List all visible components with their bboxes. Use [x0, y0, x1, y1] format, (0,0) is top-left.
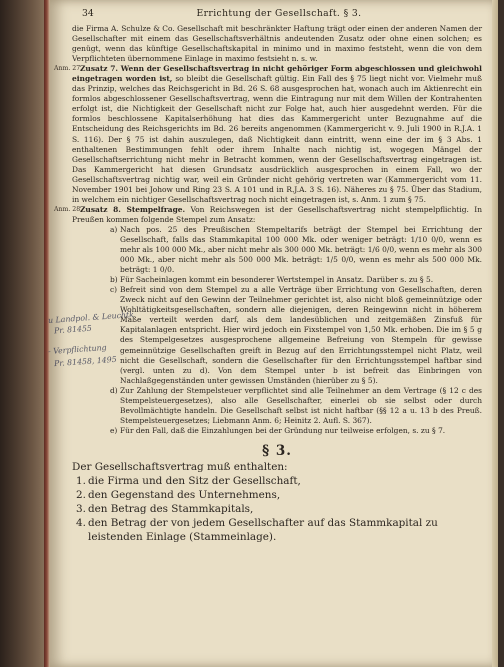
zusatz-heading: Zusatz 8. Stempelfrage. [80, 204, 186, 214]
list-text: Befreit sind von dem Stempel zu a alle Verträge über Errichtung von Gesellschaften, deren Zweck nicht auf den Gewinn der Teilnehmer gerichtet ist, also nicht bloß gemeinnützige oder Wohltätigkeitsgesellschaften, sondern alle diejenigen, deren Reingewinn nicht in höherem Maße verteilt werden darf, als dem landesüblichen und zeitgemäßen Zinsfuß für Kapitalanlagen entspricht. Hier wird jedoch ein Fixstempel von 1,50 Mk. erhoben. Die im § 5 g des Stempelgesetzes ausgesprochene allgemeine Befreiung von Stempeln für gewisse gemeinnützige Gesellschaften greift in Bezug auf den Errichtungsstempel nicht Platz, weil nicht die Gesellschaft, sondern die Gesellschafter für den Errichtungsstempel haftbar sind (vergl. unten zu d). Von dem Stempel unter b ist befreit das Einbringen von Nachlaßgegenständen unter gewissen Umständen (hierüber zu § 5). [120, 285, 482, 385]
list-text: die Firma und den Sitz der Gesellschaft, [88, 474, 301, 487]
list-item [72, 386, 482, 426]
list-label: c) [110, 285, 118, 295]
book-page [47, 0, 498, 667]
page-number: 34 [82, 8, 94, 19]
list-item [72, 426, 482, 436]
handwritten-note: Pr. 81455 [53, 323, 93, 336]
list-item [72, 474, 482, 488]
section-intro: Der Gesellschaftsvertrag muß enthalten: [72, 460, 288, 473]
list-item [72, 502, 482, 516]
paragraph-text: Von Reichswegen ist der Gesellschaftsvertrag nicht stempelpflichtig. In Preußen kommen folgende Stempel zum Ansatz: [72, 204, 482, 224]
paragraph-text: die Firma A. Schulze & Co. Gesellschaft mit beschränkter Haftung trägt oder einen der anderen Namen der Gesellschafter mit einem das Gesellschaftsverhältnis andeutenden Zusatz oder ohne einen solchen; es genügt, wenn das künftige Gesellschaftskapital in minimo und in maximo feststeht, wenn die von dem Verpflichteten übernommene Einlage in maximo festsieht n. s. w. [72, 24, 482, 64]
handwritten-note: Pr. 81458, 1495 [53, 354, 117, 369]
section-requirements-list [72, 474, 482, 544]
list-text: den Betrag des Stammkapitals, [88, 502, 254, 515]
list-item [72, 516, 482, 544]
list-label: d) [110, 385, 118, 395]
paragraph-zusatz-7 [54, 64, 482, 205]
zusatz-heading: Zusatz 7. Wenn der Gesellschaftsvertrag in nicht gehöriger Form abgeschlossen und gleichwohl eingetragen worden ist, [72, 64, 482, 84]
page-body [54, 24, 482, 544]
handwritten-note: u Landpol. & Leuchtk [47, 310, 135, 325]
running-header [78, 8, 480, 20]
list-label: a) [110, 224, 118, 234]
running-title: Errichtung der Gesellschaft. § 3. [196, 8, 362, 19]
list-label: b) [110, 275, 118, 285]
paragraph-intro [72, 24, 482, 64]
handwritten-note: - Verpflichtung [47, 342, 107, 357]
list-text: Für den Fall, daß die Einzahlungen bei der Gründung nur teilweise erfolgen, s. zu § 7. [120, 425, 446, 435]
list-text: Für Sacheinlagen kommt ein besonderer Wertstempel in Ansatz. Darüber s. zu § 5. [120, 275, 434, 285]
list-number: 4. [76, 516, 86, 529]
paragraph-zusatz-8 [54, 204, 482, 225]
book-binding [0, 0, 46, 667]
margin-reference: Anm. 27. [54, 65, 83, 73]
stamp-list [72, 225, 482, 436]
list-item [72, 225, 482, 275]
list-item [72, 275, 482, 285]
list-label: e) [110, 425, 118, 435]
list-number: 3. [76, 502, 86, 515]
list-text: den Gegenstand des Unternehmens, [88, 488, 281, 501]
list-item [72, 285, 482, 385]
list-item [72, 488, 482, 502]
list-text: Zur Zahlung der Stempelsteuer verpflichtet sind alle Teilnehmer an dem Vertrage (§ 12 c des Stempelsteuergesetzes), also alle Gesellschafter, einerlei ob sie selbst oder durch Bevollmächtigte handeln. Die Gesellschaft selbst ist nicht haftbar (§§ 12 a u. 13 b des Preuß. Stempelsteuergesetzes; Liebmann Anm. 6; Heinitz 2. Aufl. S. 367). [120, 385, 482, 425]
list-number: 1. [76, 474, 86, 487]
list-number: 2. [76, 488, 86, 501]
section-heading: § 3. [262, 442, 292, 459]
list-text: den Betrag der von jedem Gesellschafter auf das Stammkapital zu leistenden Einlage (Stammeinlage). [88, 516, 438, 543]
paragraph-text: so bleibt die Gesellschaft gültig. Ein Fall des § 75 liegt nicht vor. Vielmehr muß das Prinzip, welches das Reichsgericht in Bd. 26 S. 68 ausgesprochen hat, wonach auch im Aktienrecht ein formlos abgeschlossener Gesellschaftsvertrag, wenn die Eintragung nur mit dem Willen der Kontrahenten erfolgt ist, die Nichtigkeit der Gesellschaft nicht zur Folge hat, auch hier ausgedehnt werden. Für die formlos beschlossene Kapitalserhöhung hat dies das Kammergericht unter Bezugnahme auf die Entscheidung des Reichsgerichts im Bd. 26 bereits angenommen (Kammergericht v. 9. Juli 1900 in R.J.A. 1 S. 116). Der § 75 ist dahin auszulegen, daß Nichtigkeit dann eintritt, wenn eine der im § 3 Abs. 1 enthaltenen Bestimmungen fehlt oder ihrem Inhalte nach nichtig ist, wogegen Mängel der Gesellschaftserrichtung nicht mehr in Betracht kommen, wenn der Gesellschaftsvertrag eingetragen ist. Das Kammergericht hat diesen Grundsatz ausdrücklich ausgesprochen in einem Fall, wo der Gesellschaftsvertrag nichtig war, weil ein Gründer nicht gehörig vertreten war (Kammergericht vom 11. November 1901 bei Johow und Ring 23 S. A 101 und in R.J.A. 3 S. 16). Näheres zu § 75. Über das Stadium, in welchem ein nichtiger Gesellschaftsvertrag noch nicht eingetragen ist, s. Anm. 1 zum § 75. [72, 74, 482, 204]
margin-reference: Anm. 28. [54, 205, 83, 213]
page-edge [492, 0, 498, 667]
list-text: Nach pos. 25 des Preußischen Stempeltarifs beträgt der Stempel bei Errichtung der Gesellschaft, falls das Stammkapital 100 000 Mk. oder weniger beträgt: 1/10 0/0, wenn es mehr als 100 000 Mk., aber nicht mehr als 300 000 Mk. beträgt: 1/6 0/0, wenn es mehr als 300 000 Mk., aber nicht mehr als 500 000 Mk. beträgt: 1/5 0/0, wenn es mehr als 500 000 Mk. beträgt: 1 0/0. [120, 224, 482, 275]
